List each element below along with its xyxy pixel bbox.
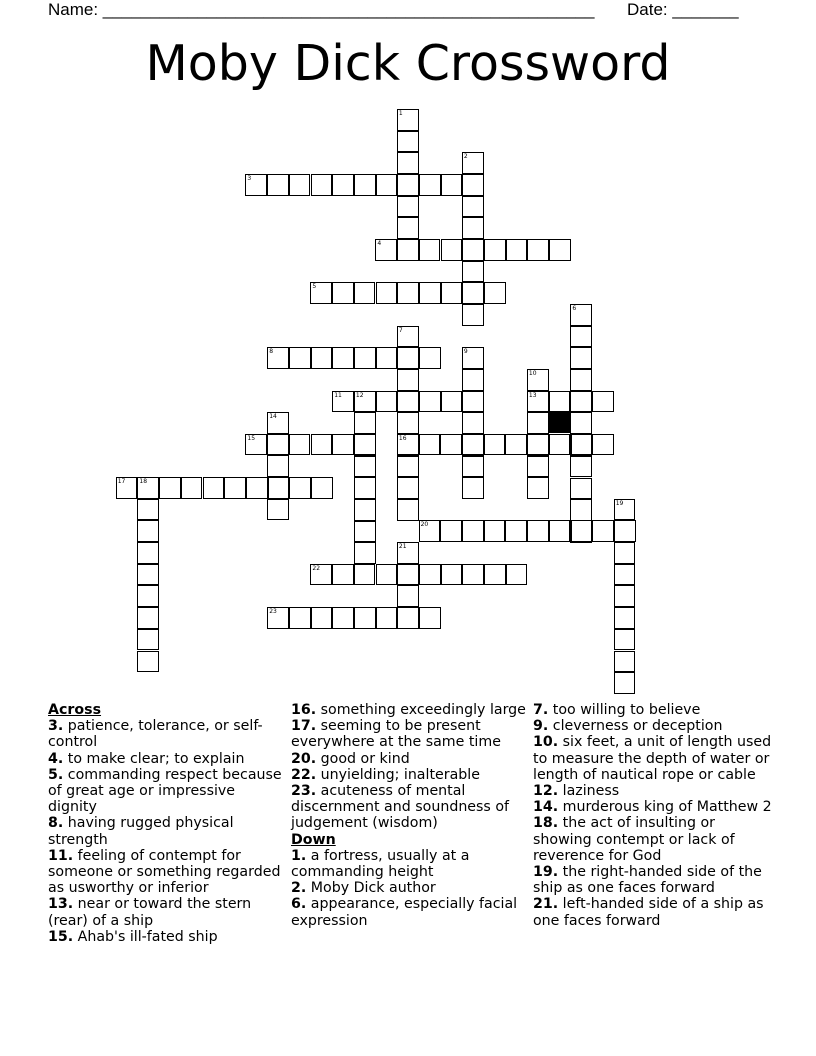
grid-cell[interactable]	[332, 607, 354, 629]
grid-cell[interactable]	[441, 391, 463, 413]
grid-cell[interactable]	[397, 196, 419, 218]
clue-item-number: 9.	[533, 718, 549, 735]
clue-number: 21	[398, 542, 407, 550]
grid-cell[interactable]	[527, 477, 549, 499]
grid-cell[interactable]	[614, 520, 636, 542]
clue-number: 1	[398, 109, 403, 117]
page-title: Moby Dick Crossword	[145, 35, 671, 92]
grid-cell[interactable]	[440, 434, 462, 456]
grid-cell[interactable]	[246, 477, 268, 499]
grid-cell[interactable]	[549, 239, 571, 261]
grid-cell[interactable]	[354, 521, 376, 543]
grid-cell[interactable]	[570, 369, 592, 391]
clue-item: 6. appearance, especially facial expression	[291, 896, 518, 929]
clue-number: 23	[269, 607, 277, 615]
clue-item: 7. too willing to believe	[533, 702, 701, 718]
grid-cell[interactable]	[332, 391, 354, 413]
grid-cell[interactable]	[376, 564, 398, 586]
clue-item: 19. the right-handed side of the ship as one faces forward	[533, 864, 762, 897]
grid-cell[interactable]	[289, 607, 311, 629]
grid-cell[interactable]	[267, 347, 289, 369]
grid-cell[interactable]	[462, 391, 484, 413]
clue-item-number: 18.	[533, 815, 559, 832]
grid-cell[interactable]	[462, 369, 484, 391]
clue-item: 23. acuteness of mental discernment and soundness of judgement (wisdom)	[291, 783, 510, 832]
grid-cell[interactable]	[462, 174, 484, 196]
grid-cell[interactable]	[267, 499, 289, 521]
grid-cell[interactable]	[354, 456, 376, 478]
grid-cell[interactable]	[614, 564, 636, 586]
grid-cell[interactable]	[268, 477, 290, 499]
clue-item: 9. cleverness or deception	[533, 718, 723, 735]
grid-cell[interactable]	[267, 607, 289, 629]
grid-cell[interactable]	[397, 542, 419, 564]
clue-number: 19	[615, 499, 624, 507]
grid-cell[interactable]	[397, 347, 419, 369]
grid-cell[interactable]	[354, 412, 376, 434]
down-clue-list	[291, 848, 531, 929]
grid-cell[interactable]	[505, 520, 527, 542]
grid-cell[interactable]	[397, 456, 419, 478]
clue-number: 3	[247, 174, 252, 182]
clue-number: 8	[269, 348, 274, 356]
clue-number: 22	[312, 564, 321, 572]
grid-cell[interactable]	[245, 174, 267, 196]
grid-cell[interactable]	[397, 564, 419, 586]
grid-cell[interactable]	[462, 564, 484, 586]
clue-number: 14	[269, 412, 277, 420]
black-cell	[549, 411, 571, 433]
grid-cell[interactable]	[354, 607, 376, 629]
clue-item-number: 19.	[533, 864, 559, 881]
clue-item-number: 5.	[48, 766, 64, 783]
grid-cell[interactable]	[592, 520, 614, 542]
clue-number: 2	[463, 153, 468, 161]
grid-cell[interactable]	[462, 347, 484, 369]
grid-cell[interactable]	[137, 477, 159, 499]
grid-cell[interactable]	[137, 607, 159, 629]
clue-number: 20	[420, 521, 429, 529]
grid-cell[interactable]	[462, 477, 484, 499]
clue-item: 13. near or toward the stern (rear) of a ship	[48, 896, 252, 929]
grid-cell[interactable]	[484, 564, 506, 586]
grid-cell[interactable]	[203, 477, 225, 499]
grid-cell[interactable]	[549, 434, 571, 456]
grid-cell[interactable]	[397, 607, 419, 629]
grid-cell[interactable]	[289, 174, 311, 196]
grid-cell[interactable]	[592, 434, 614, 456]
clue-item: 1. a fortress, usually at a commanding height	[291, 847, 470, 881]
grid-cell[interactable]	[267, 434, 289, 456]
clue-item-number: 17.	[291, 718, 317, 735]
clue-item: 4. to make clear; to explain	[48, 750, 245, 767]
grid-cell[interactable]	[570, 391, 592, 413]
clue-number: 16	[398, 434, 407, 442]
grid-cell[interactable]	[375, 239, 397, 261]
grid-cell[interactable]	[137, 499, 159, 521]
grid-cell[interactable]	[332, 174, 354, 196]
grid-cell[interactable]	[527, 391, 549, 413]
grid-cell[interactable]	[245, 434, 267, 456]
clue-item-number: 13.	[48, 896, 74, 913]
grid-cell[interactable]	[289, 434, 311, 456]
grid-cell[interactable]	[571, 520, 593, 542]
grid-cell[interactable]	[224, 477, 246, 499]
clue-item-number: 2.	[291, 880, 307, 897]
clue-column-2	[291, 702, 531, 929]
grid-cell[interactable]	[332, 434, 354, 456]
clue-item: 5. commanding respect because of great age or impressive dignity	[48, 766, 282, 816]
grid-cell[interactable]	[137, 585, 159, 607]
grid-cell[interactable]	[462, 217, 484, 239]
grid-cell[interactable]	[159, 477, 181, 499]
name-field[interactable]: Name: ____________________________________________________	[48, 0, 595, 19]
clue-item-number: 12.	[533, 783, 559, 800]
clue-item-number: 22.	[291, 766, 317, 783]
clue-item: 21. left-handed side of a ship as one faces forward	[533, 896, 764, 929]
grid-cell[interactable]	[419, 347, 441, 369]
clue-number: 10	[528, 369, 537, 377]
grid-cell[interactable]	[397, 499, 419, 521]
grid-cell[interactable]	[614, 607, 636, 629]
grid-cell[interactable]	[614, 672, 636, 694]
grid-cell[interactable]	[614, 542, 636, 564]
grid-cell[interactable]	[614, 499, 636, 521]
grid-cell[interactable]	[376, 391, 398, 413]
grid-cell[interactable]	[376, 347, 398, 369]
grid-cell[interactable]	[376, 174, 398, 196]
clue-item-number: 23.	[291, 783, 317, 800]
grid-cell[interactable]	[419, 607, 441, 629]
clue-number: 5	[312, 283, 317, 291]
grid-cell[interactable]	[311, 347, 333, 369]
grid-cell[interactable]	[419, 391, 441, 413]
grid-cell[interactable]	[332, 347, 354, 369]
grid-cell[interactable]	[441, 282, 463, 304]
clue-number: 9	[463, 348, 468, 356]
grid-cell[interactable]	[549, 391, 571, 413]
clue-item-number: 3.	[48, 718, 64, 735]
grid-cell[interactable]	[397, 477, 419, 499]
grid-cell[interactable]	[397, 434, 419, 456]
clue-item-number: 20.	[291, 750, 317, 767]
clue-item-number: 1.	[291, 847, 307, 864]
grid-cell[interactable]	[397, 152, 419, 174]
grid-cell[interactable]	[419, 239, 441, 261]
grid-cell[interactable]	[527, 434, 549, 456]
grid-cell[interactable]	[137, 520, 159, 542]
grid-cell[interactable]	[441, 174, 463, 196]
grid-cell[interactable]	[462, 152, 484, 174]
clue-item: 11. feeling of contempt for someone or something regarded as usworthy or inferior	[48, 847, 281, 897]
clue-item-number: 4.	[48, 750, 64, 767]
grid-cell[interactable]	[506, 239, 528, 261]
grid-cell[interactable]	[354, 564, 376, 586]
across-heading: Across	[48, 702, 102, 718]
date-field[interactable]: Date: _______	[627, 0, 739, 19]
clue-item: 2. Moby Dick author	[291, 880, 436, 897]
grid-cell[interactable]	[527, 412, 549, 434]
grid-cell[interactable]	[484, 239, 506, 261]
grid-cell[interactable]	[376, 607, 398, 629]
clue-item: 17. seeming to be present everywhere at the same time	[291, 718, 501, 751]
grid-cell[interactable]	[397, 239, 419, 261]
grid-cell[interactable]	[419, 520, 441, 542]
grid-cell[interactable]	[376, 282, 398, 304]
grid-cell[interactable]	[116, 477, 138, 499]
grid-cell[interactable]	[527, 456, 549, 478]
grid-cell[interactable]	[419, 174, 441, 196]
clue-column-1	[48, 702, 288, 945]
grid-cell[interactable]	[462, 196, 484, 218]
grid-cell[interactable]	[484, 520, 506, 542]
clue-item: 20. good or kind	[291, 750, 410, 767]
grid-cell[interactable]	[462, 412, 484, 434]
grid-cell[interactable]	[441, 239, 463, 261]
grid-cell[interactable]	[462, 304, 484, 326]
grid-cell[interactable]	[570, 347, 592, 369]
grid-cell[interactable]	[311, 174, 333, 196]
grid-cell[interactable]	[289, 477, 311, 499]
down-clue-list-continued	[533, 702, 773, 929]
grid-cell[interactable]	[311, 434, 333, 456]
clue-number: 11	[334, 391, 342, 399]
grid-cell[interactable]	[570, 499, 592, 521]
grid-cell[interactable]	[570, 412, 592, 434]
clue-item-number: 10.	[533, 734, 559, 751]
grid-cell[interactable]	[354, 434, 376, 456]
grid-cell[interactable]	[549, 520, 571, 542]
grid-cell[interactable]	[267, 455, 289, 477]
clue-item-number: 6.	[291, 896, 307, 913]
grid-cell[interactable]	[614, 585, 636, 607]
clue-number: 4	[377, 239, 382, 247]
grid-cell[interactable]	[505, 434, 527, 456]
clue-item-number: 15.	[48, 928, 74, 945]
across-clue-list	[48, 718, 288, 945]
clue-number: 13	[528, 391, 537, 399]
grid-cell[interactable]	[311, 607, 333, 629]
clue-number: 12	[355, 391, 364, 399]
grid-cell[interactable]	[397, 109, 419, 131]
grid-cell[interactable]	[267, 174, 289, 196]
clue-number: 15	[247, 434, 256, 442]
grid-cell[interactable]	[332, 564, 354, 586]
grid-cell[interactable]	[527, 239, 549, 261]
grid-cell[interactable]	[397, 412, 419, 434]
grid-cell[interactable]	[137, 542, 159, 564]
clue-column-3	[533, 702, 773, 929]
grid-cell[interactable]	[397, 217, 419, 239]
grid-cell[interactable]	[527, 520, 549, 542]
grid-cell[interactable]	[310, 564, 332, 586]
grid-cell[interactable]	[354, 499, 376, 521]
grid-cell[interactable]	[462, 261, 484, 283]
grid-cell[interactable]	[397, 585, 419, 607]
grid-cell[interactable]	[354, 282, 376, 304]
grid-cell[interactable]	[614, 651, 636, 673]
grid-cell[interactable]	[354, 477, 376, 499]
clue-item: 22. unyielding; inalterable	[291, 766, 480, 783]
clue-number: 7	[398, 326, 403, 334]
grid-cell[interactable]	[462, 239, 484, 261]
grid-cell[interactable]	[570, 326, 592, 348]
grid-cell[interactable]	[181, 477, 203, 499]
grid-cell[interactable]	[527, 369, 549, 391]
grid-cell[interactable]	[137, 564, 159, 586]
grid-cell[interactable]	[462, 434, 484, 456]
clue-item: 14. murderous king of Matthew 2	[533, 799, 772, 816]
grid-cell[interactable]	[354, 347, 376, 369]
down-heading: Down	[291, 831, 336, 848]
grid-cell[interactable]	[462, 456, 484, 478]
grid-cell[interactable]	[462, 520, 484, 542]
grid-cell[interactable]	[311, 477, 333, 499]
clue-item-number: 21.	[533, 896, 559, 913]
grid-cell[interactable]	[397, 326, 419, 348]
clue-number: 6	[572, 304, 577, 312]
grid-cell[interactable]	[289, 347, 311, 369]
clue-item-number: 8.	[48, 815, 64, 832]
grid-cell[interactable]	[570, 456, 592, 478]
grid-cell[interactable]	[462, 282, 484, 304]
grid-cell[interactable]	[137, 629, 159, 651]
grid-cell[interactable]	[310, 282, 332, 304]
grid-cell[interactable]	[397, 131, 419, 153]
grid-cell[interactable]	[354, 174, 376, 196]
grid-cell[interactable]	[397, 174, 419, 196]
grid-cell[interactable]	[397, 391, 419, 413]
grid-cell[interactable]	[397, 369, 419, 391]
grid-cell[interactable]	[419, 434, 441, 456]
clue-number: 17	[117, 477, 126, 485]
grid-cell[interactable]	[267, 412, 289, 434]
clue-item: 8. having rugged physical strength	[48, 815, 234, 848]
grid-cell[interactable]	[419, 564, 441, 586]
grid-cell[interactable]	[570, 304, 592, 326]
grid-cell[interactable]	[332, 282, 354, 304]
clue-item-number: 16.	[291, 702, 317, 718]
clue-item: 15. Ahab's ill-fated ship	[48, 928, 218, 945]
grid-cell[interactable]	[571, 434, 593, 456]
clue-item-number: 7.	[533, 702, 549, 718]
across-clue-list-continued	[291, 702, 531, 832]
grid-cell[interactable]	[441, 564, 463, 586]
grid-cell[interactable]	[397, 282, 419, 304]
grid-cell[interactable]	[484, 282, 506, 304]
grid-cell[interactable]	[570, 478, 592, 500]
clue-item: 18. the act of insulting or showing contempt or lack of reverence for God	[533, 815, 735, 864]
grid-cell[interactable]	[137, 651, 159, 673]
grid-cell[interactable]	[592, 391, 614, 413]
clue-item: 16. something exceedingly large	[291, 702, 526, 718]
clue-item: 12. laziness	[533, 783, 620, 800]
clue-number: 18	[139, 477, 148, 485]
grid-cell[interactable]	[484, 434, 506, 456]
grid-cell[interactable]	[419, 282, 441, 304]
grid-cell[interactable]	[440, 520, 462, 542]
clue-item: 10. six feet, a unit of length used to measure the depth of water or length of nautical rope or cable	[533, 734, 772, 783]
grid-cell[interactable]	[354, 391, 376, 413]
clue-item-number: 14.	[533, 799, 559, 816]
clue-item-number: 11.	[48, 847, 74, 864]
grid-cell[interactable]	[614, 629, 636, 651]
grid-cell[interactable]	[354, 542, 376, 564]
grid-cell[interactable]	[506, 564, 528, 586]
clue-item: 3. patience, tolerance, or self-control	[48, 718, 263, 751]
